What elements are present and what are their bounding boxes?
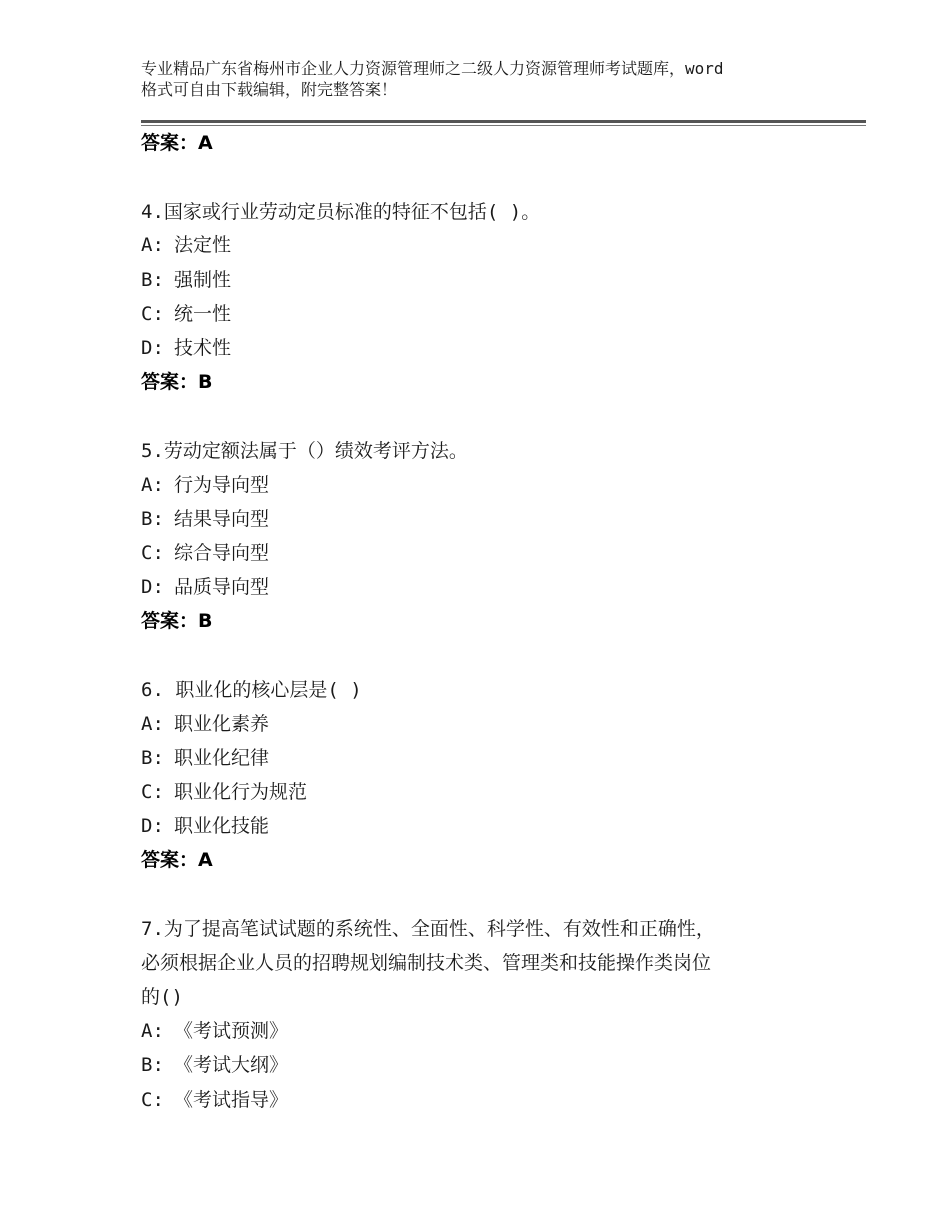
option-text: 职业化素养 [174, 713, 270, 735]
option-text: 职业化技能 [174, 815, 270, 837]
prev-answer: 答案：A [141, 132, 213, 154]
question-6-option-a [141, 712, 269, 736]
question-4-option-a [141, 233, 231, 257]
option-text: 行为导向型 [174, 474, 270, 496]
question-5-stem: 5.劳动定额法属于（）绩效考评方法。 [141, 440, 468, 462]
option-letter: A: [141, 234, 164, 256]
question-6-option-d [141, 814, 269, 838]
question-4-answer: 答案：B [141, 371, 213, 393]
header-divider-thin [141, 125, 866, 126]
question-5-option-c [141, 541, 269, 565]
question-6-option-c [141, 780, 307, 804]
option-text: 强制性 [174, 269, 232, 291]
question-4-stem: 4.国家或行业劳动定员标准的特征不包括( )。 [141, 201, 541, 223]
option-letter: A: [141, 1020, 164, 1042]
header-divider-thick [141, 120, 866, 123]
question-6-option-b [141, 746, 269, 770]
option-text: 《考试预测》 [174, 1020, 289, 1042]
option-letter: C: [141, 542, 164, 564]
question-5-option-a [141, 473, 269, 497]
option-text: 综合导向型 [174, 542, 270, 564]
option-text: 职业化纪律 [174, 747, 270, 769]
header-line-1: 专业精品广东省梅州市企业人力资源管理师之二级人力资源管理师考试题库，word [141, 59, 724, 78]
header-line-2: 格式可自由下载编辑，附完整答案！ [141, 80, 398, 99]
option-text: 职业化行为规范 [174, 781, 308, 803]
option-letter: B: [141, 508, 164, 530]
option-letter: D: [141, 576, 164, 598]
question-5-option-d [141, 575, 269, 599]
question-6-answer: 答案：A [141, 849, 213, 871]
question-7-option-c [141, 1088, 288, 1112]
option-letter: B: [141, 269, 164, 291]
question-4-option-c [141, 302, 231, 326]
option-letter: B: [141, 1054, 164, 1076]
question-5-answer: 答案：B [141, 610, 213, 632]
question-7-option-a [141, 1019, 288, 1043]
question-7-stem-line-3: 的() [141, 986, 183, 1008]
option-text: 统一性 [174, 303, 232, 325]
option-letter: C: [141, 303, 164, 325]
option-text: 技术性 [174, 337, 232, 359]
document-header [141, 58, 841, 100]
option-letter: C: [141, 781, 164, 803]
question-7-stem-line-2: 必须根据企业人员的招聘规划编制技术类、管理类和技能操作类岗位 [141, 952, 712, 974]
question-4-option-b [141, 268, 231, 292]
question-4-option-d [141, 336, 231, 360]
option-letter: D: [141, 815, 164, 837]
question-7-option-b [141, 1053, 288, 1077]
option-text: 品质导向型 [174, 576, 270, 598]
option-text: 《考试大纲》 [174, 1054, 289, 1076]
question-6-stem: 6. 职业化的核心层是( ) [141, 679, 362, 701]
option-text: 法定性 [174, 234, 232, 256]
option-letter: D: [141, 337, 164, 359]
option-letter: A: [141, 713, 164, 735]
option-text: 《考试指导》 [174, 1089, 289, 1111]
question-7-stem-line-1: 7.为了提高笔试试题的系统性、全面性、科学性、有效性和正确性， [141, 918, 715, 940]
option-letter: C: [141, 1089, 164, 1111]
question-5-option-b [141, 507, 269, 531]
option-letter: A: [141, 474, 164, 496]
option-letter: B: [141, 747, 164, 769]
option-text: 结果导向型 [174, 508, 270, 530]
